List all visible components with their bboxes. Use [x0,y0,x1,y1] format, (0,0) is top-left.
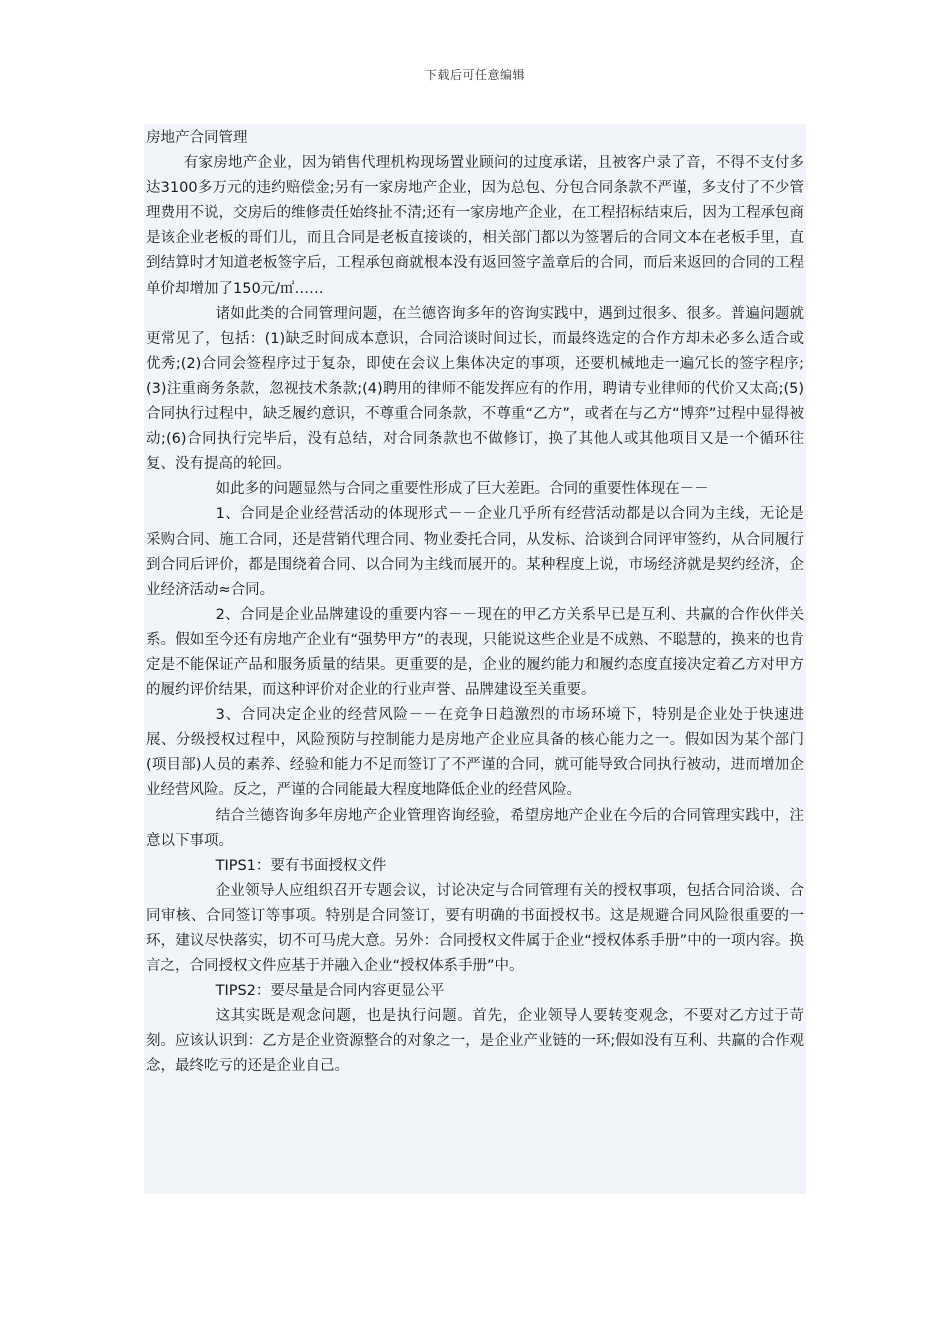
tip-2-heading: TIPS2：要尽量是合同内容更显公平 [215,983,445,1000]
tip-2-body: 这其实既是观念问题，也是执行问题。首先，企业领导人要转变观念，不要对乙方过于苛刻。应该认识到：乙方是企业资源整合的对象之一，是企业产业链的一环;假如没有互利、共赢的合作观念，最终吃亏的还是企业自己。 [146,1008,804,1075]
paragraph-intro: 有家房地产企业，因为销售代理机构现场置业顾问的过度承诺，且被客户录了音，不得不支付多达3100多万元的违约赔偿金;另有一家房地产企业，因为总包、分包合同条款不严谨，多支付了不少管理费用不说，交房后的维修责任始终扯不清;还有一家房地产企业，在工程招标结束后，因为工程承包商是该企业老板的哥们儿，而且合同是老板直接谈的，相关部门都以为签署后的合同文本在老板手里，直到结算时才知道老板签字后，工程承包商就根本没有返回签字盖章后的合同，而后来返回的合同的工程单价却增加了150元/㎡…… [146,155,804,297]
tip-1-body: 企业领导人应组织召开专题会议，讨论决定与合同管理有关的授权事项，包括合同洽谈、合同审核、合同签订等事项。特别是合同签订，要有明确的书面授权书。这是规避合同风险很重要的一环，建议尽快落实，切不可马虎大意。另外：合同授权文件属于企业“授权体系手册”中的一项内容。换言之，合同授权文件应基于并融入企业“授权体系手册”中。 [146,882,804,975]
paragraph-importance-lead: 如此多的问题显然与合同之重要性形成了巨大差距。合同的重要性体现在－－ [215,481,709,498]
paragraph-point-2: 2、合同是企业品牌建设的重要内容－－现在的甲乙方关系早已是互利、共赢的合作伙伴关系。假如至今还有房地产企业有“强势甲方”的表现，只能说这些企业是不成熟、不聪慧的，换来的也肯定是不能保证产品和服务质量的结果。更重要的是，企业的履约能力和履约态度直接决定着乙方对甲方的履约评价结果，而这种评价对企业的行业声誉、品牌建设至关重要。 [146,606,804,699]
document-body [144,124,806,1194]
paragraph-point-3: 3、合同决定企业的经营风险－－在竞争日趋激烈的市场环境下，特别是企业处于快速进展、分级授权过程中，风险预防与控制能力是房地产企业应具备的核心能力之一。假如因为某个部门(项目部)人员的素养、经验和能力不足而签订了不严谨的合同，就可能导致合同执行被动，进而增加企业经营风险。反之，严谨的合同能最大程度地降低企业的经营风险。 [146,707,804,799]
document-title: 房地产合同管理 [146,130,248,146]
paragraph-problems: 诸如此类的合同管理问题，在兰德咨询多年的咨询实践中，遇到过很多、很多。普遍问题就更常见了，包括：(1)缺乏时间成本意识，合同洽谈时间过长，而最终选定的合作方却未必多么适合或优秀;(2)合同会签程序过于复杂，即使在会议上集体决定的事项，还要机械地走一遍冗长的签字程序;(3)注重商务条款，忽视技术条款;(4)聘用的律师不能发挥应有的作用，聘请专业律师的代价又太高;(5)合同执行过程中，缺乏履约意识，不尊重合同条款，不尊重“乙方”，或者在与乙方“博弈”过程中显得被动;(6)合同执行完毕后，没有总结，对合同条款也不做修订，换了其他人或其他项目又是一个循环往复、没有提高的轮回。 [146,305,804,473]
page-header-note: 下载后可任意编辑 [424,68,525,82]
paragraph-summary: 结合兰德咨询多年房地产企业管理咨询经验，希望房地产企业在今后的合同管理实践中，注意以下事项。 [146,807,804,849]
tip-1-heading: TIPS1：要有书面授权文件 [215,857,387,874]
paragraph-point-1: 1、合同是企业经营活动的体现形式－－企业几乎所有经营活动都是以合同为主线，无论是采购合同、施工合同，还是营销代理合同、物业委托合同，从发标、洽谈到合同评审签约，从合同履行到合同后评价，都是围绕着合同、以合同为主线而展开的。某种程度上说，市场经济就是契约经济，企业经济活动≈合同。 [146,506,804,598]
